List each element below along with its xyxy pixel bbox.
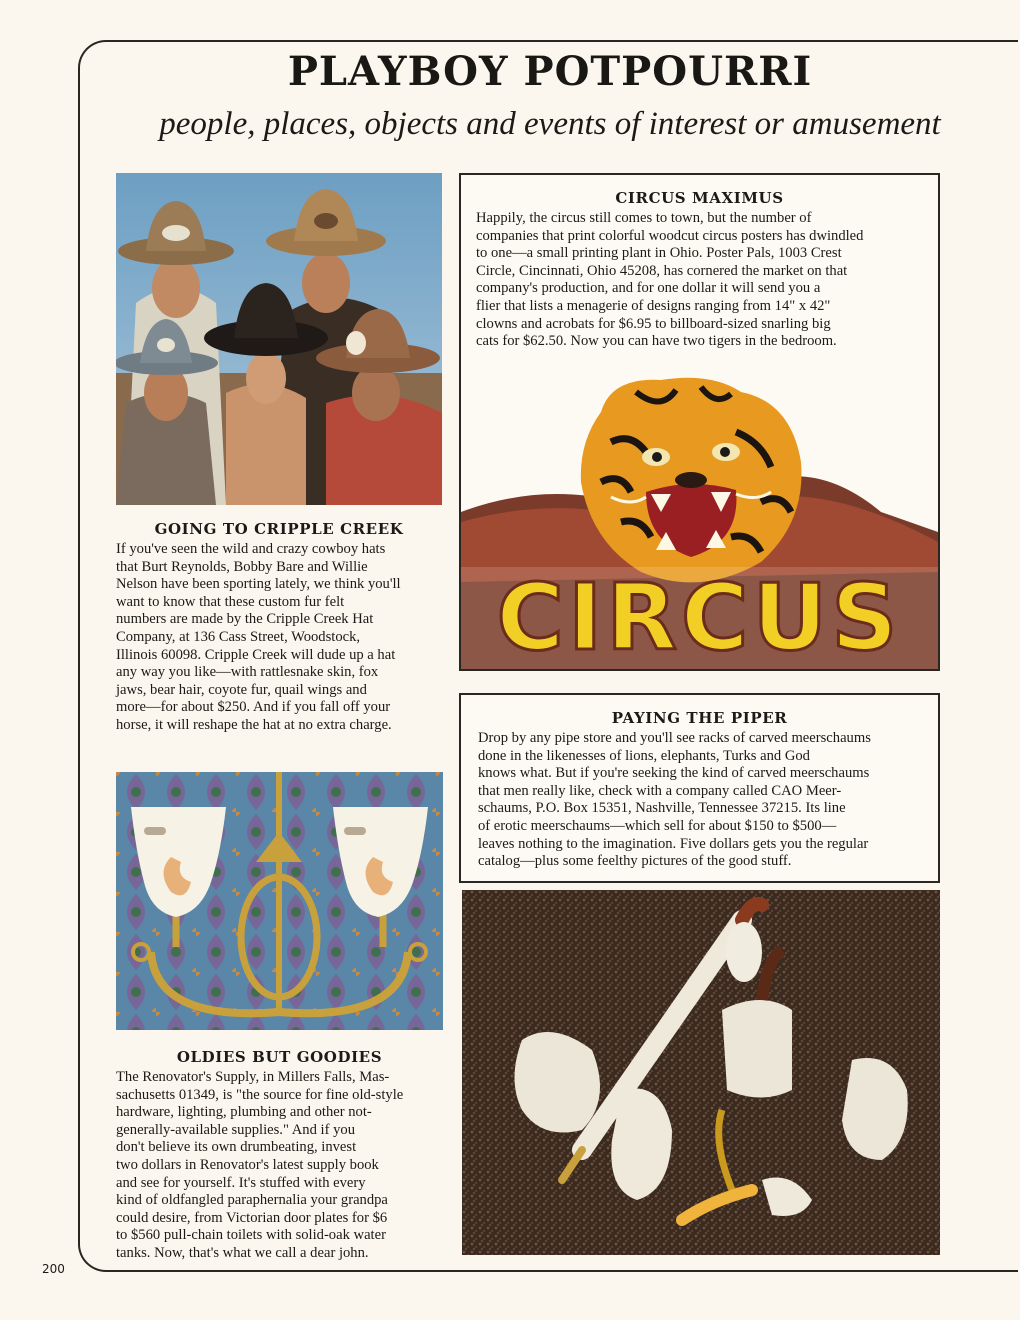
text-line: to $560 pull-chain toilets with solid-oak water [116, 1227, 386, 1244]
text-line: companies that print colorful woodcut circus posters has dwindled [476, 227, 864, 244]
text-line: clowns and acrobats for $6.95 to billboard-sized snarling big [476, 315, 831, 332]
text-line: hardware, lighting, plumbing and other not- [116, 1104, 372, 1121]
cripple-creek-heading: GOING TO CRIPPLE CREEK [154, 520, 404, 538]
text-line: generally-available supplies." And if you [116, 1121, 355, 1138]
text-line: could desire, from Victorian door plates for $6 [116, 1209, 388, 1226]
text-line: want to know that these custom fur felt [116, 593, 345, 610]
text-line: don't believe its own drumbeating, invest [116, 1139, 357, 1156]
text-line: two dollars in Renovator's latest supply book [116, 1156, 379, 1173]
text-line: flier that lists a menagerie of designs ranging from 14" x 42" [476, 297, 831, 314]
text-line: sachusetts 01349, is "the source for fine old-style [116, 1086, 404, 1103]
text-line: to one—a small printing plant in Ohio. Poster Pals, 1003 Crest [476, 245, 842, 262]
victorian-lamp-photo [116, 772, 443, 1030]
text-line: Company, at 136 Cass Street, Woodstock, [116, 628, 361, 645]
page-title: PLAYBOY POTPOURRI [287, 48, 813, 95]
text-line: Happily, the circus still comes to town, but the number of [476, 210, 812, 226]
text-line: leaves nothing to the imagination. Five dollars gets you the regular [478, 835, 869, 852]
text-line: If you've seen the wild and crazy cowboy hats [116, 541, 386, 557]
text-line: kind of oldfangled paraphernalia your grandpa [116, 1192, 388, 1209]
text-line: that men really like, check with a company called CAO Meer- [478, 782, 842, 799]
oldies-body [116, 1069, 456, 1263]
meerschaum-pipes-photo [462, 890, 940, 1255]
text-line: and see for yourself. It's stuffed with every [116, 1174, 366, 1191]
text-line: done in the likenesses of lions, elephants, Turks and God [478, 747, 810, 764]
circus-heading: CIRCUS MAXIMUS [615, 189, 784, 207]
piper-heading: PAYING THE PIPER [611, 709, 788, 727]
page-subtitle: people, places, objects and events of interest or amusement [159, 106, 941, 142]
text-line: knows what. But if you're seeking the kind of carved meerschaums [478, 765, 870, 782]
text-line: company's production, and for one dollar it will send you a [476, 280, 821, 297]
text-line: horse, it will reshape the hat at no extra charge. [116, 716, 392, 733]
text-line: Drop by any pipe store and you'll see racks of carved meerschaums [478, 730, 871, 746]
text-line: that Burt Reynolds, Bobby Bare and Willie [116, 558, 368, 575]
cowboy-hats-photo [116, 173, 442, 505]
text-line: numbers are made by the Cripple Creek Hat [116, 611, 374, 628]
text-line: more—for about $250. And if you fall off your [116, 699, 391, 716]
text-line: any way you like—with rattlesnake skin, fox [116, 664, 379, 681]
text-line: Illinois 60098. Cripple Creek will dude up a hat [116, 646, 396, 663]
text-line: cats for $62.50. Now you can have two tigers in the bedroom. [476, 333, 837, 350]
cripple-creek-body [116, 541, 456, 735]
text-line: The Renovator's Supply, in Millers Falls, Mas- [116, 1069, 390, 1085]
circus-poster-image [461, 372, 938, 669]
text-line: catalog—plus some feelthy pictures of the good stuff. [478, 853, 792, 870]
text-line: Circle, Cincinnati, Ohio 45208, has cornered the market on that [476, 262, 848, 279]
page-number: 200 [42, 1262, 65, 1276]
oldies-heading: OLDIES BUT GOODIES [176, 1048, 383, 1066]
text-line: tanks. Now, that's what we call a dear john. [116, 1244, 369, 1261]
text-line: jaws, bear hair, coyote fur, quail wings and [116, 681, 367, 698]
text-line: Nelson have been sporting lately, we think you'll [116, 576, 401, 593]
circus-body [476, 210, 931, 351]
circus-poster-word: CIRCUS [496, 564, 902, 669]
text-line: of erotic meerschaums—which sell for about $150 to $500— [478, 817, 837, 834]
piper-body [478, 730, 933, 871]
text-line: schaums, P.O. Box 15351, Nashville, Tennessee 37215. Its line [478, 800, 846, 817]
